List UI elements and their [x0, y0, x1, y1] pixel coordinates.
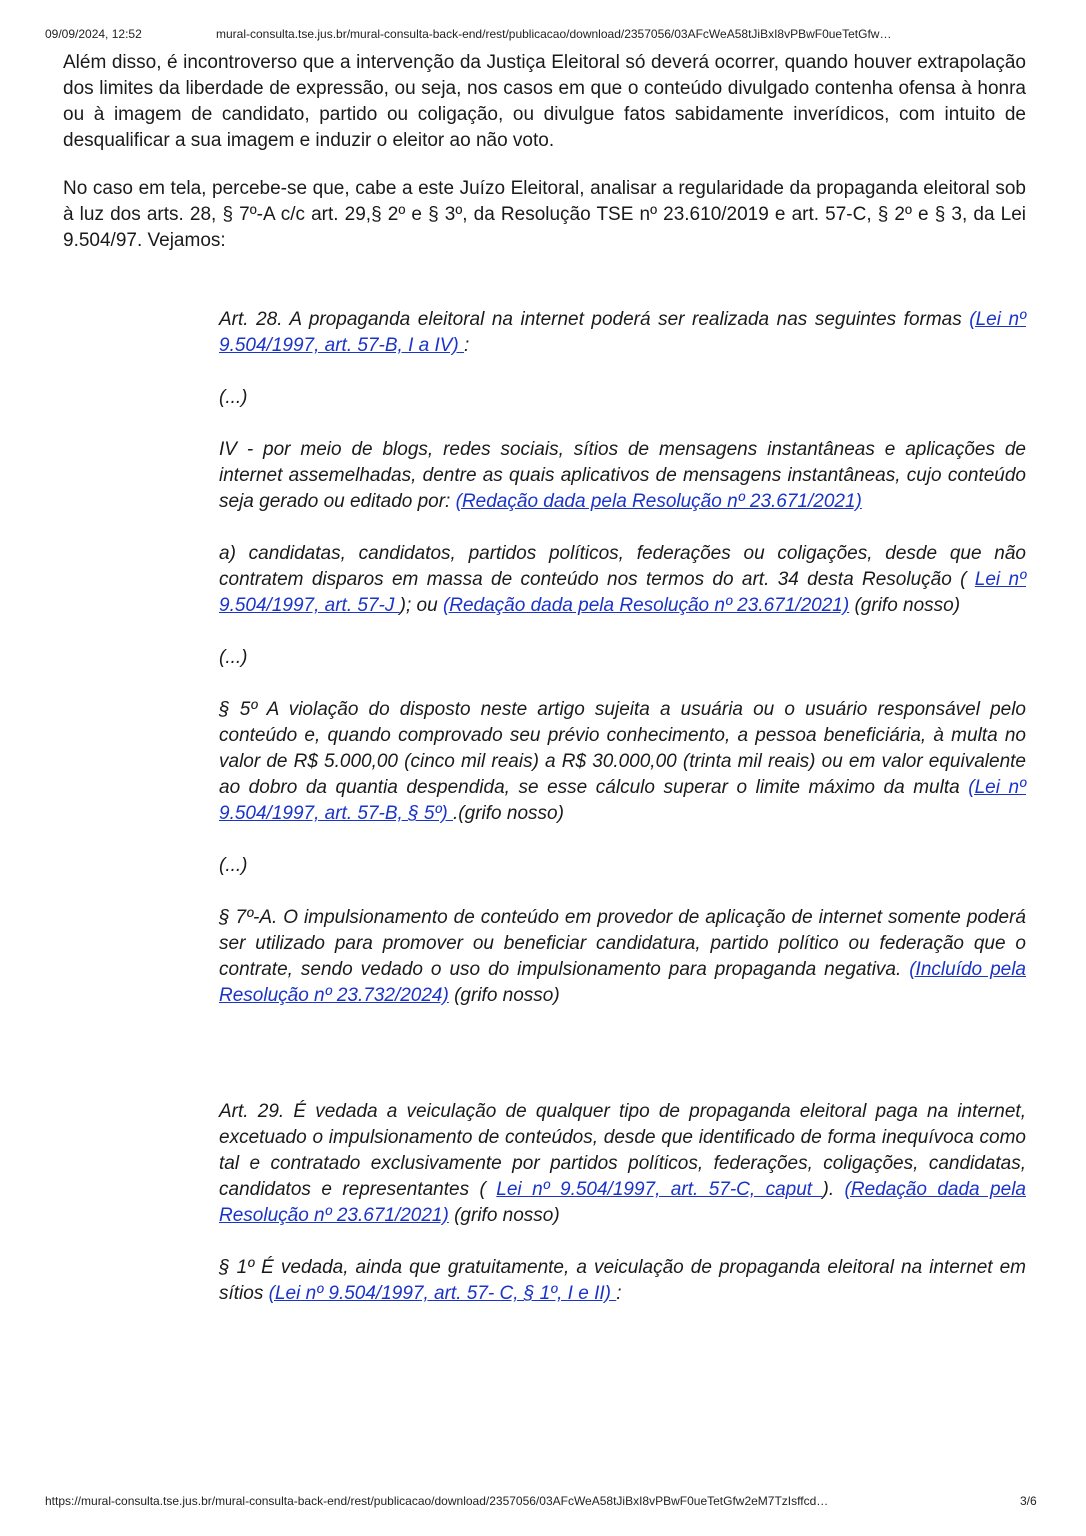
art29-link-redacao[interactable]: (Redação dada pela Resolução nº 23.671/2021)	[219, 1179, 1026, 1226]
quote-art29	[219, 1099, 1026, 1229]
art29-text: Art. 29. É vedada a veiculação de qualquer tipo de propaganda eleitoral paga na internet, excetuado o impulsionamento de conteúdos, desde que identificado de forma inequívoca como tal e contratado exclusivamente por partidos políticos, federações, coligações, candidatas, candidatos e representantes (	[219, 1101, 1026, 1200]
art28-tail: :	[464, 335, 470, 356]
quote-ellipsis: (...)	[219, 387, 248, 408]
p1-29-tail: :	[616, 1283, 622, 1304]
art29-mid: ).	[822, 1179, 845, 1200]
paragraph-case: No caso em tela, percebe-se que, cabe a este Juízo Eleitoral, analisar a regularidade da propaganda eleitoral sob à luz dos arts. 28, § 7º-A c/c art. 29,§ 2º e § 3º, da Resolução TSE nº 23.610/2019 e art. 57-C, § 2º e § 3, da Lei 9.504/97. Vejamos:	[63, 178, 1026, 251]
art29-tail: (grifo nosso)	[448, 1205, 560, 1226]
p7a-tail: (grifo nosso)	[448, 985, 560, 1006]
p1-29-link[interactable]: (Lei nº 9.504/1997, art. 57- C, § 1º, I e II)	[268, 1283, 617, 1304]
quote-ellipsis: (...)	[219, 855, 248, 876]
footer-url: https://mural-consulta.tse.jus.br/mural-consulta-back-end/rest/publicacao/download/2357056/03AFcWeA58tJiBxI8vPBwF0ueTetGfw2eM7TzIsffcd…	[45, 1494, 829, 1508]
p5-text: § 5º A violação do disposto neste artigo sujeita a usuária ou o usuário responsável pelo conteúdo e, quando comprovado seu prévio conhecimento, a pessoa beneficiária, à multa no valor de R$ 5.000,00 (cinco mil reais) a R$ 30.000,00 (trinta mil reais) ou em valor equivalente ao dobro da quantia despendida, se esse cálculo superar o limite máximo da multa	[219, 699, 1026, 798]
header-date: 09/09/2024, 12:52	[45, 27, 142, 41]
a-tail: (grifo nosso)	[849, 595, 961, 616]
p1-29-text: § 1º É vedada, ainda que gratuitamente, a veiculação de propaganda eleitoral na internet em sítios	[219, 1257, 1026, 1304]
iv-text: IV - por meio de blogs, redes sociais, sítios de mensagens instantâneas e aplicações de internet assemelhadas, dentre as quais aplicativos de mensagens instantâneas, cujo conteúdo seja gerado ou editado por:	[219, 439, 1026, 512]
iv-link[interactable]: (Redação dada pela Resolução nº 23.671/2021)	[455, 491, 862, 512]
quote-paragraph-5	[219, 697, 1026, 827]
quote-art28	[219, 307, 1026, 359]
a-mid: ); ou	[399, 595, 443, 616]
document-body	[63, 50, 1026, 1333]
p7a-text: § 7º-A. O impulsionamento de conteúdo em provedor de aplicação de internet somente poderá ser utilizado para promover ou beneficiar candidatura, partido político ou federação que o contrate, sendo vedado o uso do impulsionamento para propaganda negativa.	[219, 907, 1026, 980]
a-text: a) candidatas, candidatos, partidos políticos, federações ou coligações, desde que não contratem disparos em massa de conteúdo nos termos do art. 34 desta Resolução (	[219, 543, 1026, 590]
quote-art29-paragraph-1	[219, 1255, 1026, 1307]
paragraph-intervention: Além disso, é incontroverso que a intervenção da Justiça Eleitoral só deverá ocorrer, quando houver extrapolação dos limites da liberdade de expressão, ou seja, nos casos em que o conteúdo divulgado contenha ofensa à honra ou à imagem de candidato, partido ou coligação, ou divulgue fatos sabidamente inverídicos, com intuito de desqualificar a sua imagem e induzir o eleitor ao não voto.	[63, 52, 1026, 151]
a-link-redacao[interactable]: (Redação dada pela Resolução nº 23.671/2021)	[442, 595, 850, 616]
quote-ellipsis: (...)	[219, 647, 248, 668]
quote-item-iv	[219, 437, 1026, 515]
quote-paragraph-7a	[219, 905, 1026, 1009]
art28-link[interactable]: (Lei nº 9.504/1997, art. 57-B, I a IV)	[219, 309, 1026, 356]
a-link-lei[interactable]: Lei nº 9.504/1997, art. 57-J	[219, 569, 1027, 616]
p7a-link[interactable]: (Incluído pela Resolução nº 23.732/2024)	[219, 959, 1026, 1006]
p5-link[interactable]: (Lei nº 9.504/1997, art. 57-B, § 5º)	[219, 777, 1026, 824]
header-url: mural-consulta.tse.jus.br/mural-consulta-back-end/rest/publicacao/download/2357056/03AFcWeA58tJiBxI8vPBwF0ueTetGfw…	[216, 27, 892, 41]
art29-link-lei[interactable]: Lei nº 9.504/1997, art. 57-C, caput	[496, 1179, 823, 1200]
legal-quote	[219, 307, 1026, 1307]
page-number: 3/6	[1020, 1494, 1037, 1508]
art28-text: Art. 28. A propaganda eleitoral na internet poderá ser realizada nas seguintes formas	[219, 309, 970, 330]
quote-item-a	[219, 541, 1026, 619]
p5-tail: .(grifo nosso)	[453, 803, 564, 824]
